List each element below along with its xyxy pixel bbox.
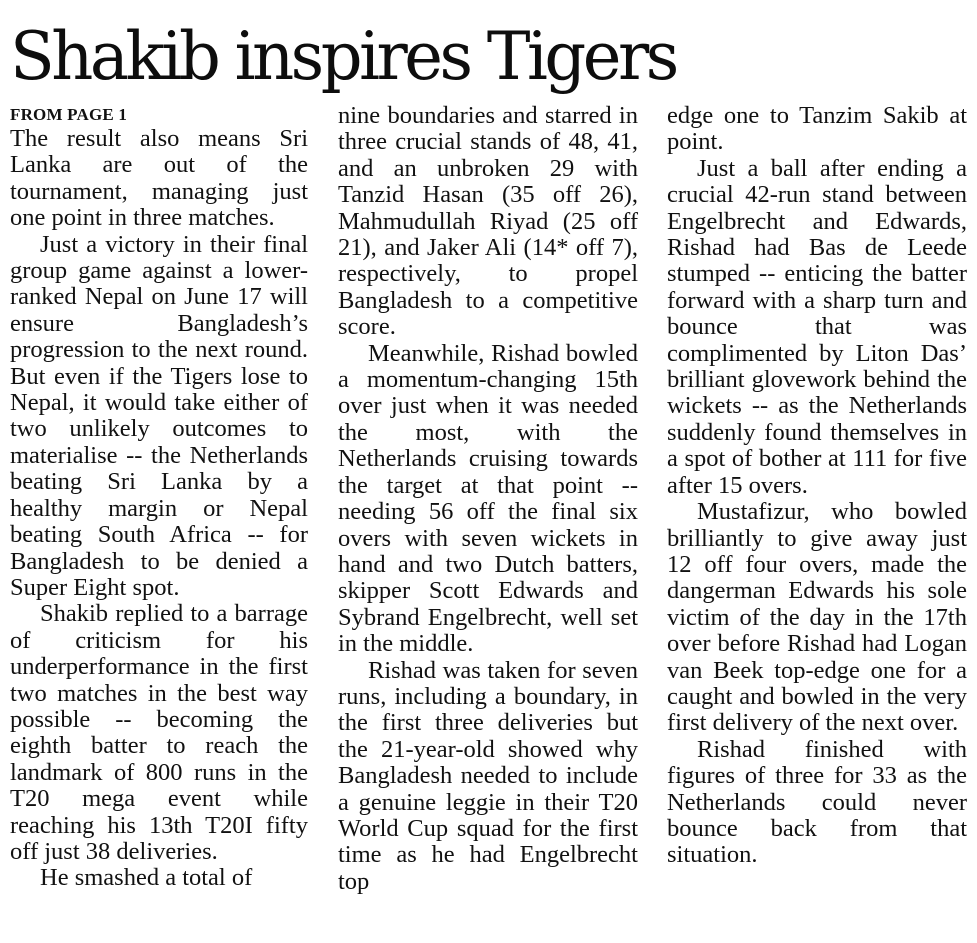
paragraph: Rishad finished with figures of three for 33 as the Netherlands could never bounce back from that situation.	[667, 735, 967, 869]
paragraph: Mustafizur, who bowled brilliantly to give away just 12 off four overs, made the dangerman Edwards his sole victim of the day in the 17th over before Rishad had Logan van Beek top-edge one for a caught and bowled in the very first delivery of the next over.	[667, 498, 967, 737]
paragraph: Just a victory in their final group game against a lower-ranked Nepal on June 17 will ensure Bangladesh’s progression to the next round. But even if the Tigers lose to Nepal, it would take either of two unlikely outcomes to materialise -- the Netherlands beating Sri Lanka by a healthy margin or Nepal beating South Africa -- for Bangladesh to be denied a Super Eight spot.	[10, 230, 308, 601]
article-column-2	[338, 103, 638, 895]
paragraph: Just a ball after ending a crucial 42-run stand between Engelbrecht and Edwards, Rishad had Bas de Leede stumped -- enticing the batter forward with a sharp turn and bounce that was complimented by Liton Das’ brilliant glovework behind the wickets -- as the Netherlands suddenly found themselves in a spot of bother at 111 for five after 15 overs.	[667, 154, 967, 499]
paragraph: Meanwhile, Rishad bowled a momentum-changing 15th over just when it was needed the most, with the Netherlands cruising towards the target at that point -- needing 56 off the final six overs with seven wickets in hand and two Dutch batters, skipper Scott Edwards and Sybrand Engelbrecht, well set in the middle.	[338, 339, 638, 658]
paragraph: The result also means Sri Lanka are out of the tournament, managing just one point in three matches.	[10, 125, 308, 232]
article-column-1	[10, 104, 308, 892]
paragraph: nine boundaries and starred in three crucial stands of 48, 41, and an unbroken 29 with Tanzid Hasan (35 off 26), Mahmudullah Riyad (25 off 21), and Jaker Ali (14* off 7), respectively, to propel Bangladesh to a competitive score.	[338, 102, 638, 341]
article-column-3	[667, 103, 967, 869]
kicker: FROM PAGE 1	[10, 105, 128, 124]
paragraph: Shakib replied to a barrage of criticism for his underperformance in the first two matches in the best way possible -- becoming the eighth batter to reach the landmark of 800 runs in the T20 mega event while reaching his 13th T20I fifty off just 38 deliveries.	[10, 600, 308, 865]
paragraph: He smashed a total of	[40, 864, 253, 892]
paragraph: edge one to Tanzim Sakib at point.	[667, 102, 967, 156]
paragraph: Rishad was taken for seven runs, including a boundary, in the first three deliveries but the 21-year-old showed why Bangladesh needed to include a genuine leggie in their T20 World Cup squad for the first time as he had Engelbrecht top	[338, 656, 638, 895]
headline: Shakib inspires Tigers	[10, 18, 676, 95]
